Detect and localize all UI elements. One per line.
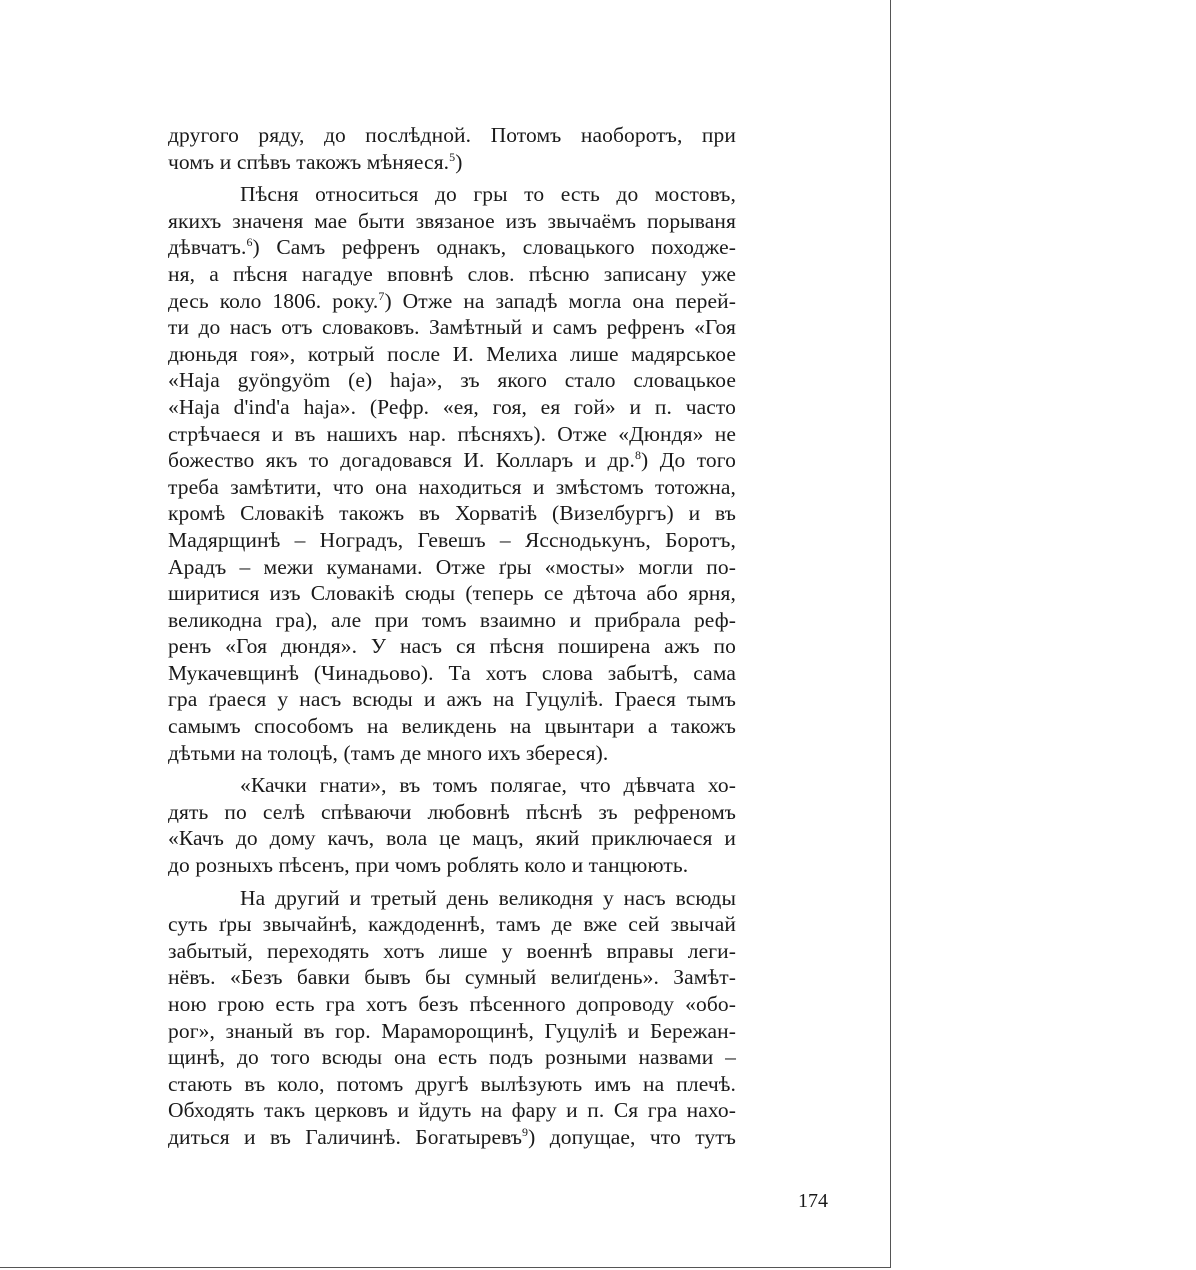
line-text: гра ґраеся у насъ всюды и ажъ на Гуцуліѣ. Граеся тымъ: [168, 687, 736, 712]
line-text: щинѣ, до того всюды она есть подъ розными назвами –: [168, 1045, 736, 1070]
text-line: [168, 314, 736, 341]
text-line: [168, 447, 736, 474]
text-line: [168, 964, 736, 991]
text-line: [168, 1124, 736, 1151]
line-text: рог», знаный въ гор. Мараморощинѣ, Гуцуліѣ и Бережан-: [168, 1018, 736, 1043]
line-text: чомъ и спѣвъ такожъ мѣняеся.: [168, 149, 450, 174]
text-line: [168, 394, 736, 421]
line-text: треба замѣтити, что она находиться и змѣстомъ тотожна,: [168, 474, 736, 499]
line-text: На другий и третый день великодня у насъ всюды: [240, 885, 736, 910]
text-line: [168, 234, 736, 261]
line-text: Обходять такъ церковъ и йдуть на фару и п. Ся гра нахо-: [168, 1098, 736, 1123]
line-text: забытый, переходять хотъ лише у военнѣ вправы леги-: [168, 938, 736, 963]
text-line: [168, 713, 736, 740]
line-text: ною грою есть гра хотъ безъ пѣсенного допроводу «обо-: [168, 992, 736, 1016]
text-line: [168, 852, 736, 879]
line-text: дюньдя гоя», котрый после И. Мелиха лише мадярськое: [168, 341, 736, 366]
line-text: другого ряду, до послѣдной. Потомъ наоборотъ, при: [168, 123, 736, 147]
line-text: «Качъ до дому качъ, вола це мацъ, який приключаеся и: [168, 826, 736, 851]
text-line: [168, 911, 736, 938]
page-number: 174: [798, 1190, 828, 1212]
line-text-continued: ) допущае, что тутъ: [528, 1124, 736, 1149]
line-text: диться и въ Галичинѣ. Богатыревъ: [168, 1124, 523, 1149]
body-text: [168, 122, 736, 1151]
line-text: дять по селѣ спѣваючи любовнѣ пѣснѣ зъ рефреномъ: [168, 799, 736, 824]
text-line: [168, 527, 736, 554]
line-text: якихъ значеня мае быти звязаное изъ звычаёмъ порываня: [168, 208, 736, 233]
text-line: [168, 367, 736, 394]
footnote-ref: 8: [634, 447, 642, 462]
text-line: [168, 500, 736, 527]
line-text: Пѣсня относиться до гры то есть до мостовъ,: [240, 182, 736, 207]
line-text: ня, а пѣсня нагадуе вповнѣ слов. пѣсню записану уже: [168, 261, 736, 286]
paragraph: [168, 122, 736, 175]
line-text: дѣтьми на толоцѣ, (тамъ де много ихъ збереся).: [168, 740, 609, 765]
text-line: [168, 474, 736, 501]
footnote-ref: 5: [449, 149, 456, 164]
text-line: [168, 1044, 736, 1071]
line-text-continued: ): [455, 149, 463, 174]
line-text-continued: ) До того: [641, 448, 736, 473]
line-text: «Качки гнати», въ томъ полягае, что дѣвчата хо-: [240, 773, 736, 798]
line-text: Мадярщинѣ – Ноградъ, Гевешъ – Ясснодькунъ, Боротъ,: [168, 527, 736, 552]
text-line: [168, 554, 736, 581]
text-line: [168, 1097, 736, 1124]
text-line: [168, 825, 736, 852]
text-line: [168, 660, 736, 687]
line-text: стають въ коло, потомъ другѣ вылѣзують имъ на плечѣ.: [168, 1071, 736, 1096]
line-text: «Haja gyöngyöm (e) haja», зъ якого стало словацькое: [168, 368, 736, 393]
text-line: [168, 885, 736, 912]
line-text: нёвъ. «Безъ бавки бывъ бы сумный велиґдень». Замѣт-: [168, 965, 736, 990]
line-text: самымъ способомъ на великдень на цвынтари а такожъ: [168, 714, 736, 739]
text-line: [168, 633, 736, 660]
line-text: ренъ «Гоя дюндя». У насъ ся пѣсня поширена ажъ по: [168, 634, 736, 659]
text-line: [168, 740, 736, 767]
line-text-continued: ) Отже на западѣ могла она перей-: [384, 288, 736, 313]
line-text: суть ґры звычайнѣ, каждоденнѣ, тамъ де вже сей звычай: [168, 912, 736, 937]
text-line: [168, 991, 736, 1018]
text-line: [168, 772, 736, 799]
footnote-ref: 7: [378, 288, 385, 303]
text-line: [168, 288, 736, 315]
line-text: Мукачевщинѣ (Чинадьово). Та хотъ слова забытѣ, сама: [168, 660, 736, 685]
text-line: [168, 938, 736, 965]
text-line: [168, 421, 736, 448]
line-text: стрѣчаеся и въ нашихъ нар. пѣсняхъ). Отже «Дюндя» не: [168, 421, 736, 446]
line-text: десь коло 1806. року.: [168, 288, 379, 313]
line-text: до розныхъ пѣсенъ, при чомъ роблять коло и танцюють.: [168, 853, 689, 878]
text-line: [168, 208, 736, 235]
text-line: [168, 1018, 736, 1045]
line-text-continued: ) Самъ рефренъ однакъ, словацького походже-: [252, 235, 736, 260]
line-text: Арадъ – межи куманами. Отже ґры «мосты» могли по-: [168, 554, 736, 579]
text-line: [168, 261, 736, 288]
text-line: [168, 149, 736, 176]
text-line: [168, 799, 736, 826]
text-line: [168, 686, 736, 713]
text-line: [168, 1071, 736, 1098]
text-line: [168, 580, 736, 607]
footnote-ref: 9: [522, 1124, 529, 1139]
text-line: [168, 341, 736, 368]
line-text: дѣвчатъ.: [168, 235, 247, 260]
paragraph: [168, 885, 736, 1151]
line-text: ти до насъ отъ словаковъ. Замѣтный и самъ рефренъ «Гоя: [168, 315, 736, 340]
line-text: великодна гра), але при томъ взаимно и прибрала реф-: [168, 607, 736, 632]
text-line: [168, 607, 736, 634]
line-text: кромѣ Словакіѣ такожъ въ Хорватіѣ (Визелбургъ) и въ: [168, 501, 736, 526]
line-text: «Haja d'ind'a haja». (Рефр. «ея, гоя, ея гой» и п. часто: [168, 394, 736, 419]
line-text: божество якъ то догадовався И. Колларъ и др.: [168, 448, 635, 473]
paragraph: [168, 772, 736, 878]
paragraph: [168, 181, 736, 766]
text-line: [168, 122, 736, 149]
footnote-ref: 6: [246, 235, 253, 250]
line-text: ширитися изъ Словакіѣ сюды (теперь се дѣточа або ярня,: [168, 581, 736, 606]
text-line: [168, 181, 736, 208]
